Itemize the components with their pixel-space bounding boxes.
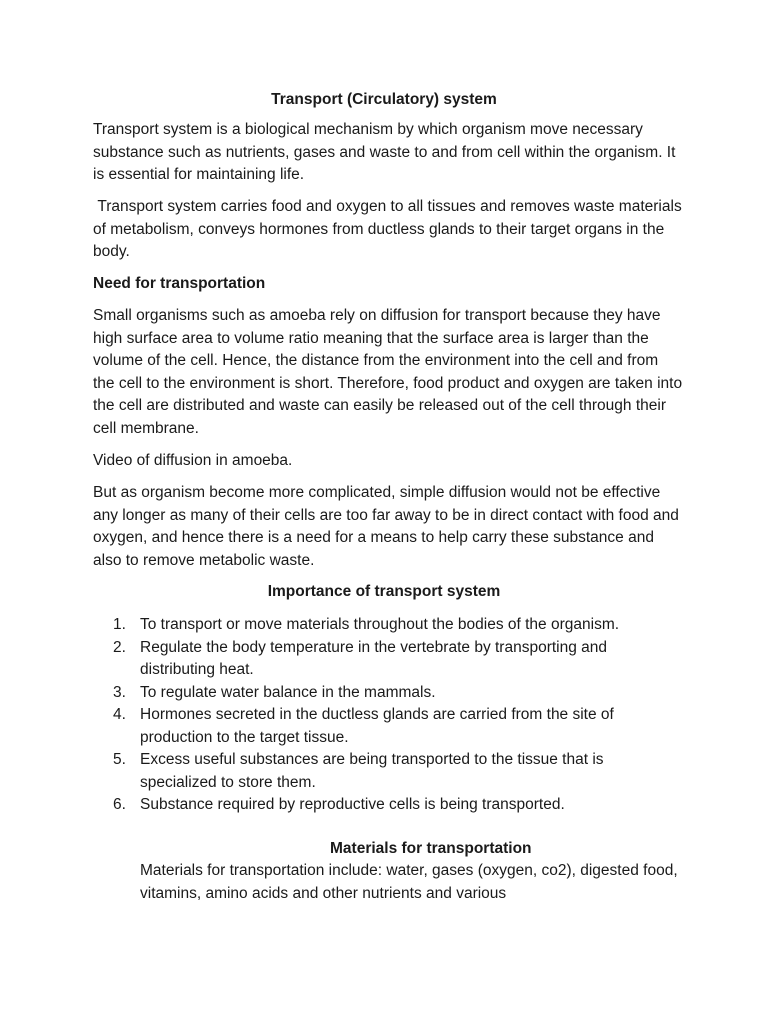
list-item <box>93 614 683 637</box>
list-item-text: Excess useful substances are being transported to the tissue that is specialized to store them. <box>140 751 604 791</box>
intro-paragraph-2: Transport system carries food and oxygen to all tissues and removes waste materials of metabolism, conveys hormones from ductless glands to their target organs in the body. <box>93 198 687 260</box>
list-item-text: Hormones secreted in the ductless glands are carried from the site of production to the target tissue. <box>140 706 614 746</box>
list-item-number: 3. <box>113 683 126 701</box>
list-item-text: To regulate water balance in the mammals. <box>140 683 436 701</box>
list-item <box>93 749 683 794</box>
list-item <box>93 682 683 705</box>
list-item-text: Regulate the body temperature in the vertebrate by transporting and distributing heat. <box>140 638 608 678</box>
need-paragraph-1: Small organisms such as amoeba rely on diffusion for transport because they have high surface area to volume ratio meaning that the surface area is larger than the volume of the cell. Hence, the distance from the environment into the cell and from the cell to the environment is short. Therefore, food product and oxygen are taken into the cell are distributed and waste can easily be released out of the cell through their cell membrane. <box>93 307 683 437</box>
intro-paragraph-1: Transport system is a biological mechanism by which organism move necessary substance such as nutrients, gases and waste to and from cell within the organism. It is essential for maintaining life. <box>93 121 676 183</box>
video-note: Video of diffusion in amoeba. <box>93 452 293 469</box>
list-item <box>93 637 683 682</box>
list-item-number: 5. <box>113 751 126 768</box>
materials-heading: Materials for transportation <box>330 840 532 857</box>
list-item-text: To transport or move materials throughout the bodies of the organism. <box>140 616 620 633</box>
list-item-number: 6. <box>113 796 126 813</box>
page-title: Transport (Circulatory) system <box>271 91 497 108</box>
list-item-number: 2. <box>113 638 126 656</box>
materials-paragraph: Materials for transportation include: water, gases (oxygen, co2), digested food, vitamins, amino acids and other nutrients and various <box>140 862 678 902</box>
list-item-number: 4. <box>113 706 126 723</box>
list-item <box>93 794 683 817</box>
list-item-text: Substance required by reproductive cells is being transported. <box>140 796 565 813</box>
need-heading: Need for transportation <box>93 275 266 292</box>
importance-heading: Importance of transport system <box>267 583 501 600</box>
need-paragraph-2: But as organism become more complicated, simple diffusion would not be effective any longer as many of their cells are too far away to be in direct contact with food and oxygen, and hence there is a need for a means to help carry these substance and also to remove metabolic waste. <box>93 484 679 569</box>
list-item-number: 1. <box>113 616 126 633</box>
importance-list <box>93 614 683 817</box>
list-item <box>93 704 683 749</box>
